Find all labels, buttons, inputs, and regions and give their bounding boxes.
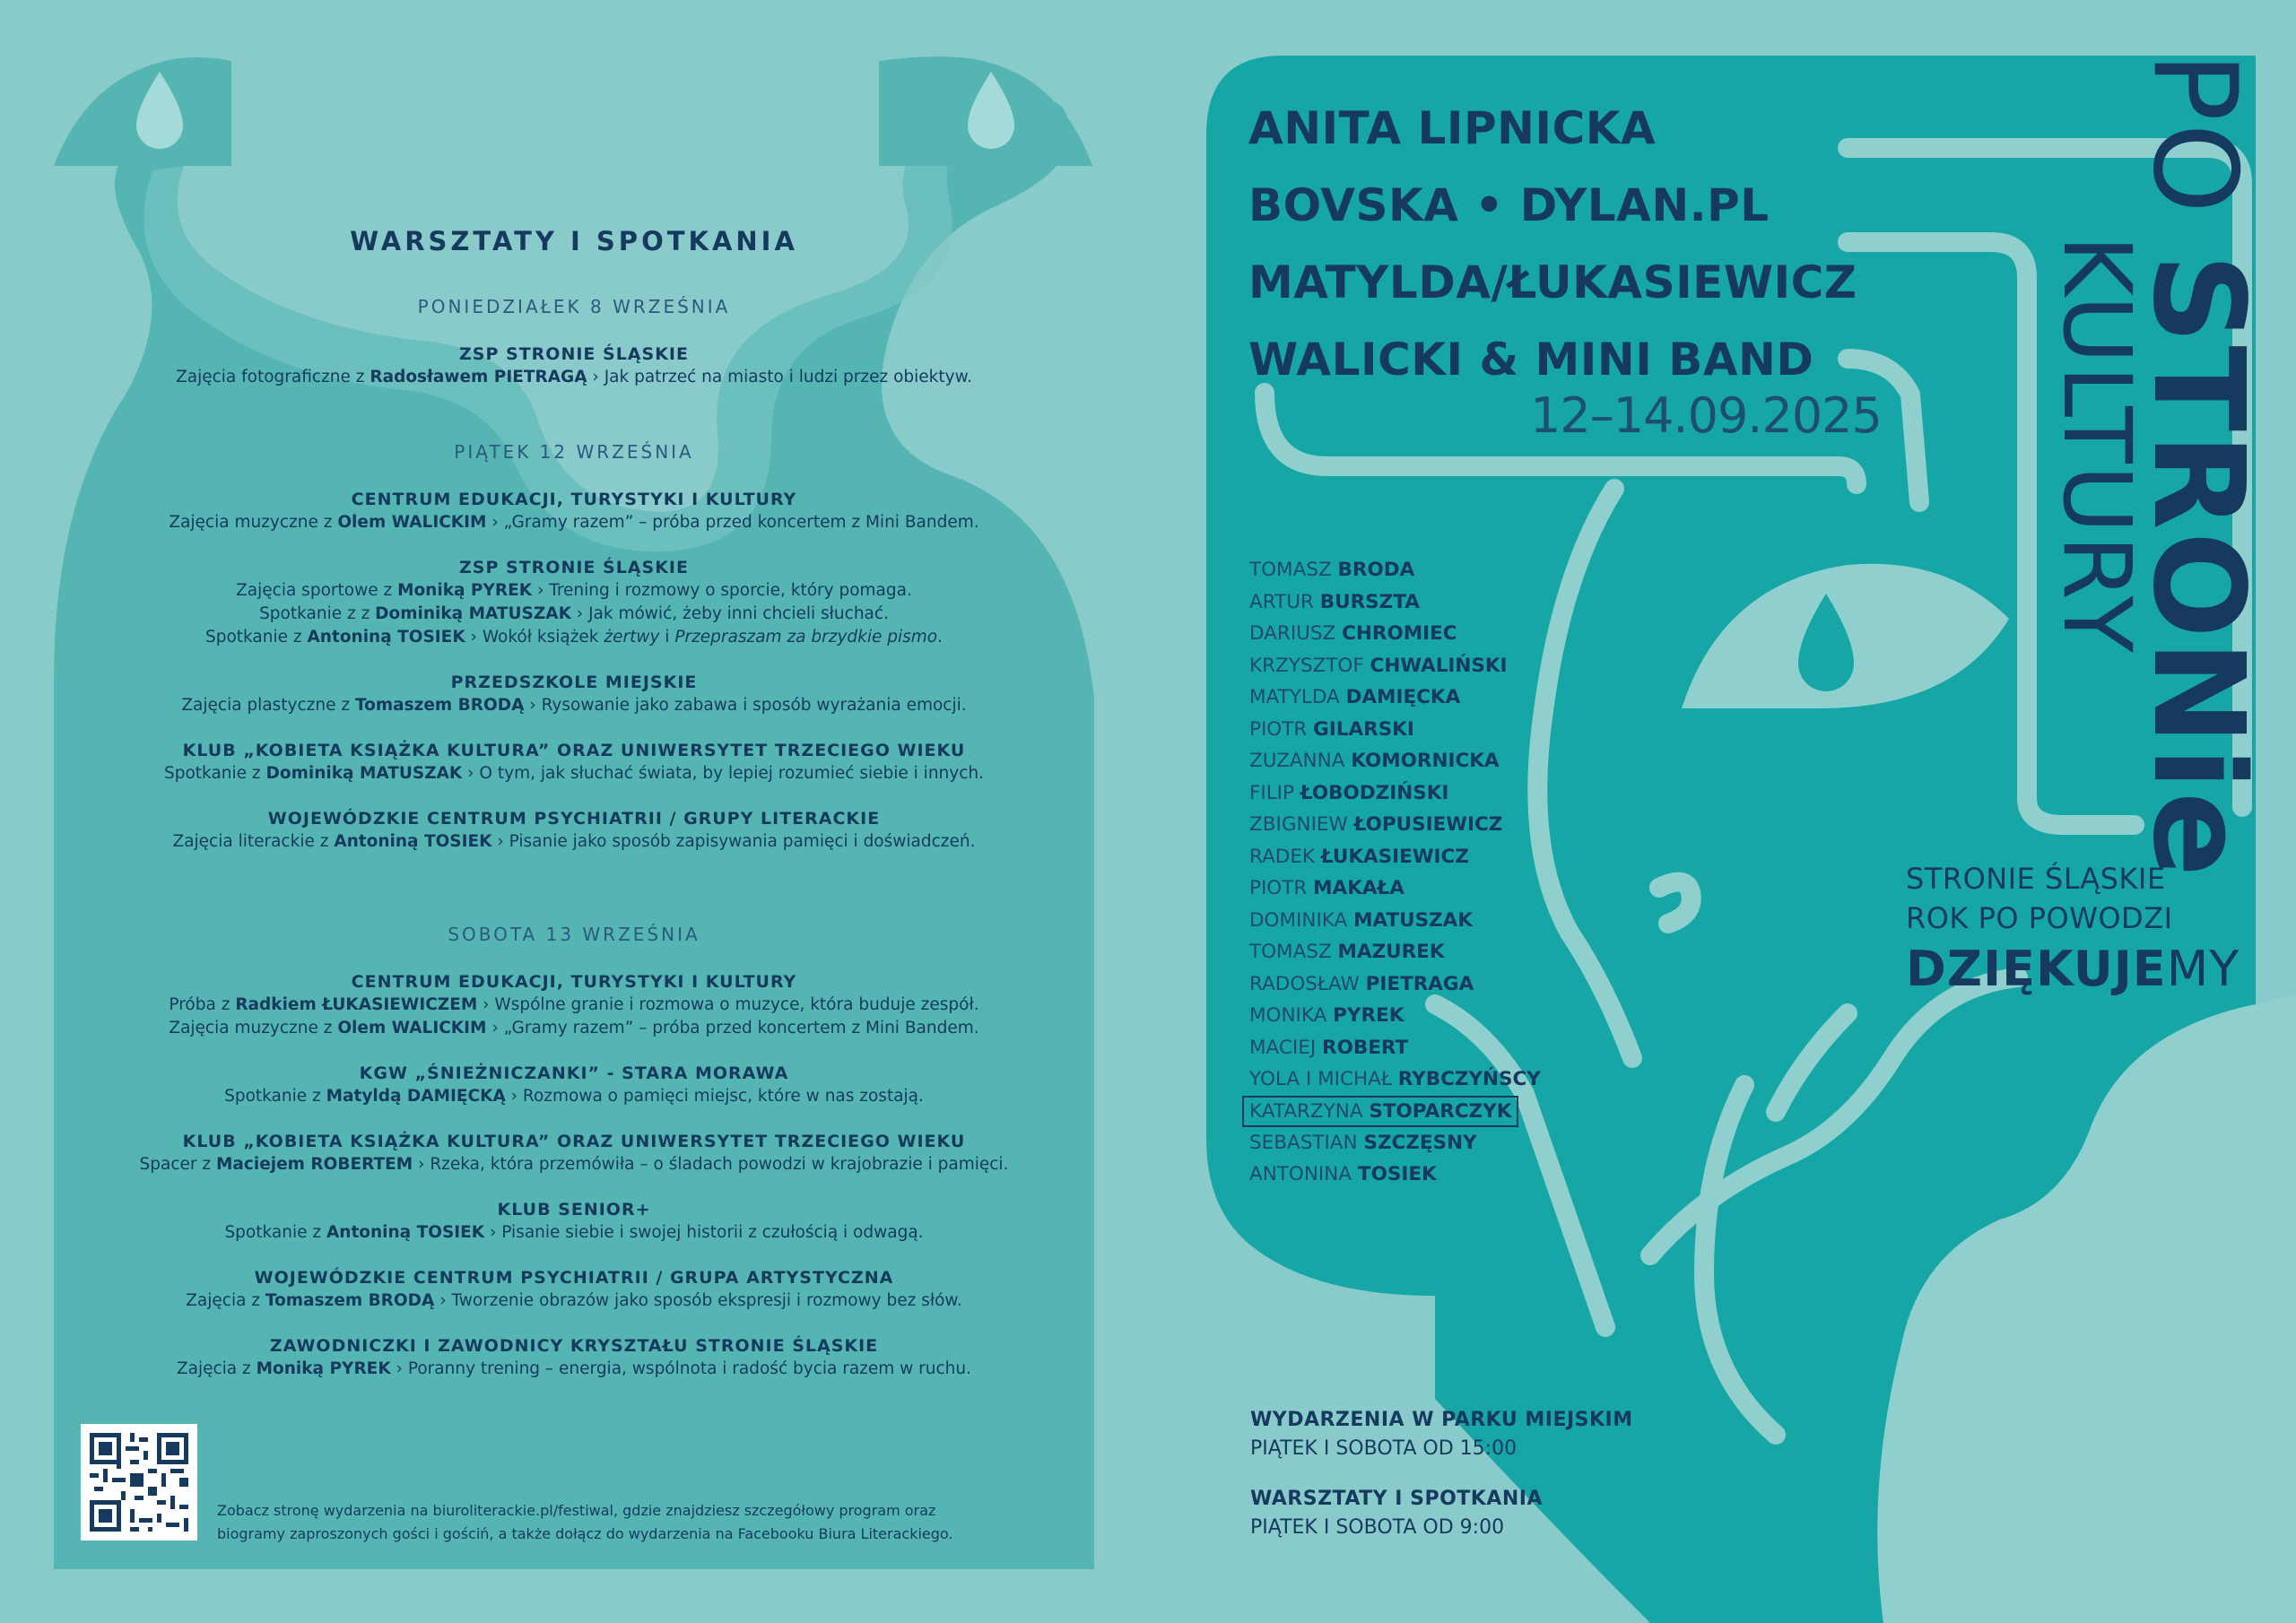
- entry-italic2: Przepraszam za brzydkie pismo: [674, 628, 938, 647]
- guest-first-name: RADOSŁAW: [1249, 972, 1360, 995]
- entry-post: › Tworzenie obrazów jako sposób ekspresji i rozmowy bez słów.: [434, 1291, 962, 1310]
- guest-first-name: KRZYSZTOF: [1249, 654, 1364, 677]
- entry-who: Olem WALICKIM: [337, 1019, 487, 1037]
- entry-pre: Spotkanie z: [224, 1223, 326, 1242]
- venue-name: ZSP STRONIE ŚLĄSKIE: [459, 344, 689, 364]
- entry-post: › „Gramy razem” – próba przed koncertem z Mini Bandem.: [486, 513, 979, 532]
- program-schedule: [54, 296, 1094, 1402]
- guest-last-name: MAKAŁA: [1313, 877, 1405, 899]
- program-entry: [54, 1085, 1094, 1108]
- entry-post: › Wokół książek: [465, 628, 604, 647]
- guest-first-name: YOLA I MICHAŁ: [1249, 1068, 1392, 1090]
- thanks-light: MY: [2166, 941, 2240, 997]
- guest-last-name: RYBCZYŃSCY: [1397, 1068, 1541, 1090]
- program-block: [54, 1198, 1094, 1245]
- guest-name: [1249, 905, 1541, 937]
- guest-last-name: BURSZTA: [1319, 590, 1420, 613]
- guest-name: [1249, 714, 1541, 746]
- venue-name: WOJEWÓDZKIE CENTRUM PSYCHIATRII / GRUPY LITERACKIE: [267, 809, 881, 829]
- entry-pre: Spotkanie z z: [259, 604, 376, 623]
- entry-who: Maciejem ROBERTEM: [216, 1155, 413, 1174]
- guest-last-name: MAZUREK: [1337, 941, 1445, 963]
- entry-post: › Pisanie jako sposób zapisywania pamięci i doświadczeń.: [491, 832, 976, 851]
- entry-post: › O tym, jak słuchać świata, by lepiej rozumieć siebie i innych.: [462, 764, 984, 783]
- event-heading: WYDARZENIA W PARKU MIEJSKIM: [1250, 1409, 1633, 1431]
- guest-first-name: DARIUSZ: [1249, 622, 1336, 645]
- guest-name: [1249, 936, 1541, 968]
- venue-name: CENTRUM EDUKACJI, TURYSTYKI I KULTURY: [351, 972, 797, 992]
- guest-first-name: MONIKA: [1249, 1004, 1327, 1027]
- footer-line-2: biogramy zaproszonych gości i gościń, a także dołącz do wydarzenia na Facebooku Biura Literackiego.: [217, 1525, 953, 1542]
- guest-name: [1249, 1032, 1541, 1064]
- guest-first-name: FILIP: [1249, 781, 1294, 804]
- qr-code-icon: [81, 1424, 197, 1541]
- thanks-line-2: ROK PO POWODZI: [1906, 901, 2173, 935]
- venue-name: ZAWODNICZKI I ZAWODNICY KRYSZTAŁU STRONIE ŚLĄSKIE: [269, 1336, 879, 1356]
- entry-pre: Zajęcia literackie z: [172, 832, 335, 851]
- entry-who: Tomaszem BRODĄ: [354, 696, 525, 715]
- entry-pre: Zajęcia muzyczne z: [169, 513, 338, 532]
- program-block: [54, 739, 1094, 785]
- entry-pre: Zajęcia muzyczne z: [169, 1019, 338, 1037]
- guest-first-name: TOMASZ: [1249, 559, 1332, 581]
- entry-who: Radkiem ŁUKASIEWICZEM: [235, 995, 478, 1014]
- guest-name: [1249, 618, 1541, 650]
- guest-first-name: ARTUR: [1249, 590, 1314, 613]
- entry-pre: Zajęcia z: [186, 1291, 265, 1310]
- guest-last-name: KOMORNICKA: [1351, 750, 1500, 772]
- program-block: [54, 671, 1094, 717]
- guest-last-name: ŁOBODZIŃSKI: [1300, 781, 1449, 804]
- thanks-bold: DZIĘKUJE: [1906, 941, 2167, 997]
- entry-pre: Spotkanie z: [164, 764, 266, 783]
- program-block: [54, 343, 1094, 389]
- venue-name: ZSP STRONIE ŚLĄSKIE: [459, 558, 689, 577]
- guest-first-name: ZBIGNIEW: [1249, 813, 1348, 836]
- entry-who: Dominiką MATUSZAK: [265, 764, 463, 783]
- venue-name: CENTRUM EDUKACJI, TURYSTYKI I KULTURY: [351, 490, 797, 509]
- headliner: ANITA LIPNICKA: [1248, 102, 1657, 154]
- guest-last-name: STOPARCZYK: [1369, 1099, 1512, 1123]
- guest-name: [1249, 554, 1541, 586]
- guest-name: [1249, 586, 1541, 619]
- entry-who: Moniką PYREK: [397, 581, 533, 600]
- program-block: [54, 556, 1094, 649]
- guest-last-name: PYREK: [1333, 1004, 1405, 1027]
- program-entry: [54, 1358, 1094, 1381]
- footer-line-1: Zobacz stronę wydarzenia na biuroliterackie.pl/festiwal, gdzie znajdziesz szczegółowy program oraz: [217, 1502, 936, 1519]
- guest-last-name: GILARSKI: [1313, 717, 1414, 741]
- guest-last-name: BRODA: [1337, 559, 1415, 581]
- guest-name: [1242, 1096, 1518, 1127]
- entry-who: Matyldą DAMIĘCKĄ: [326, 1087, 506, 1106]
- program-panel: [54, 54, 1094, 1569]
- guest-first-name: TOMASZ: [1249, 941, 1332, 963]
- program-entry: [54, 366, 1094, 389]
- guest-last-name: PIETRAGA: [1365, 972, 1474, 995]
- entry-pre: Zajęcia z: [176, 1359, 257, 1378]
- entry-who: Dominiką MATUSZAK: [375, 604, 571, 623]
- guest-name: [1249, 809, 1541, 841]
- entry-post: › Poranny trening – energia, wspólnota i radość bycia razem w ruchu.: [390, 1359, 972, 1378]
- guest-first-name: DOMINIKA: [1249, 908, 1348, 932]
- guest-name: [1249, 968, 1541, 1001]
- venue-name: KGW „ŚNIEŻNICZANKI” - STARA MORAWA: [359, 1063, 789, 1083]
- entry-who: Antoniną TOSIEK: [307, 628, 465, 647]
- entry-post: › Rozmowa o pamięci miejsc, które w nas zostają.: [505, 1087, 924, 1106]
- entry-who: Tomaszem BRODĄ: [265, 1291, 435, 1310]
- entry-pre: Zajęcia sportowe z: [236, 581, 398, 600]
- qr-code[interactable]: [81, 1424, 197, 1541]
- entry-post: › Rzeka, która przemówiła – o śladach powodzi w krajobrazie i pamięci.: [413, 1155, 1009, 1174]
- day-heading: SOBOTA 13 WRZEŚNIA: [448, 924, 700, 945]
- program-entry: [54, 1289, 1094, 1313]
- program-block: [54, 970, 1094, 1040]
- guest-last-name: MATUSZAK: [1353, 908, 1473, 932]
- program-entry: [54, 603, 1094, 626]
- guest-first-name: MATYLDA: [1249, 686, 1340, 708]
- guest-first-name: KATARZYNA: [1249, 1099, 1363, 1123]
- program-block: [54, 1334, 1094, 1381]
- vertical-title-po: [2125, 52, 2271, 879]
- guest-last-name: ROBERT: [1322, 1036, 1409, 1059]
- program-entry: [54, 1221, 1094, 1245]
- entry-post: › Rysowanie jako zabawa i sposób wyrażania emocji.: [524, 696, 967, 715]
- headliner: MATYLDA/ŁUKASIEWICZ: [1248, 256, 1857, 308]
- program-entry: [54, 694, 1094, 717]
- entry-pre: Próba z: [169, 995, 236, 1014]
- program-entry: [54, 579, 1094, 603]
- guest-name: [1249, 841, 1541, 873]
- program-block: [54, 1062, 1094, 1108]
- festival-dates: 12–14.09.2025: [1530, 387, 1882, 444]
- entry-pre: Zajęcia plastyczne z: [181, 696, 355, 715]
- guest-first-name: ZUZANNA: [1249, 750, 1345, 772]
- program-title: WARSZTATY I SPOTKANIA: [350, 226, 798, 256]
- guest-name: [1249, 1000, 1541, 1032]
- program-entry: [54, 994, 1094, 1017]
- entry-who: Antoniną TOSIEK: [334, 832, 492, 851]
- guest-name: [1249, 650, 1541, 682]
- thanks-big: [1906, 938, 2239, 1001]
- guest-first-name: ANTONINA: [1249, 1163, 1352, 1185]
- program-entry: [54, 626, 1094, 649]
- guest-name: [1249, 745, 1541, 777]
- program-entry: [54, 511, 1094, 534]
- guest-last-name: TOSIEK: [1357, 1163, 1437, 1185]
- guest-first-name: SEBASTIAN: [1249, 1131, 1358, 1154]
- guest-name: [1249, 1159, 1541, 1191]
- entry-post: › Jak patrzeć na miasto i ludzi przez obiektyw.: [587, 368, 972, 386]
- entry-pre: Spotkanie z: [224, 1087, 326, 1106]
- venue-name: PRZEDSZKOLE MIEJSKIE: [450, 673, 698, 692]
- program-block: [54, 1130, 1094, 1176]
- guest-last-name: CHWALIŃSKI: [1370, 654, 1508, 677]
- headliner: BOVSKA • DYLAN.PL: [1248, 179, 1770, 231]
- program-entry: [54, 830, 1094, 854]
- day-heading: PIĄTEK 12 WRZEŚNIA: [454, 441, 694, 463]
- entry-pre: Spotkanie z: [204, 628, 308, 647]
- guest-last-name: DAMIĘCKA: [1345, 686, 1461, 708]
- thanks-block: [1906, 859, 2239, 1001]
- program-entry: [54, 762, 1094, 785]
- entry-end: .: [937, 628, 944, 647]
- program-block: [54, 1266, 1094, 1313]
- entry-who: Antoniną TOSIEK: [326, 1223, 485, 1242]
- entry-post: › Jak mówić, żeby inni chcieli słuchać.: [570, 604, 889, 623]
- headliner: WALICKI & MINI BAND: [1248, 334, 1814, 386]
- title-po: PO: [2127, 52, 2261, 254]
- entry-post: › Trening i rozmowy o sporcie, który pomaga.: [532, 581, 912, 600]
- guest-first-name: RADEK: [1249, 845, 1316, 868]
- title-stronie: STRONie: [2125, 253, 2271, 879]
- guest-list: [1249, 554, 1541, 1191]
- venue-name: WOJEWÓDZKIE CENTRUM PSYCHIATRII / GRUPA ARTYSTYCZNA: [254, 1268, 894, 1288]
- event-time: PIĄTEK I SOBOTA OD 15:00: [1250, 1437, 1518, 1460]
- guest-name: [1249, 1063, 1541, 1096]
- entry-who: Moniką PYREK: [256, 1359, 391, 1378]
- venue-name: KLUB SENIOR+: [497, 1200, 651, 1219]
- day-heading: PONIEDZIAŁEK 8 WRZEŚNIA: [417, 296, 731, 317]
- guest-first-name: PIOTR: [1249, 877, 1308, 899]
- guest-first-name: PIOTR: [1249, 717, 1308, 741]
- vertical-title-kultury: KULTURY: [2042, 235, 2152, 655]
- guest-last-name: SZCZĘSNY: [1363, 1131, 1477, 1154]
- footer-note: [217, 1499, 1096, 1546]
- entry-italic1: żertwy: [604, 628, 660, 647]
- entry-mid: i: [659, 628, 675, 647]
- entry-post: › Wspólne granie i rozmowa o muzyce, która buduje zespół.: [477, 995, 979, 1014]
- venue-name: KLUB „KOBIETA KSIĄŻKA KULTURA” ORAZ UNIWERSYTET TRZECIEGO WIEKU: [182, 1132, 966, 1151]
- entry-post: › Pisanie siebie i swojej historii z czułością i odwagą.: [484, 1223, 924, 1242]
- program-block: [54, 807, 1094, 854]
- guest-name: [1249, 777, 1541, 810]
- guest-name: [1249, 872, 1541, 905]
- headliners: [1248, 90, 1857, 398]
- guest-name: [1249, 681, 1541, 714]
- event-heading: WARSZTATY I SPOTKANIA: [1250, 1488, 1543, 1510]
- venue-name: KLUB „KOBIETA KSIĄŻKA KULTURA” ORAZ UNIWERSYTET TRZECIEGO WIEKU: [182, 741, 966, 760]
- guest-name: [1249, 1127, 1541, 1159]
- guest-last-name: ŁOPUSIEWICZ: [1353, 813, 1503, 836]
- guest-last-name: ŁUKASIEWICZ: [1320, 845, 1469, 868]
- event-time: PIĄTEK I SOBOTA OD 9:00: [1250, 1516, 1505, 1539]
- program-entry: [54, 1017, 1094, 1040]
- entry-pre: Zajęcia fotograficzne z: [176, 368, 370, 386]
- entry-post: › „Gramy razem” – próba przed koncertem z Mini Bandem.: [486, 1019, 979, 1037]
- events-info: [1250, 1406, 1633, 1564]
- entry-who: Radosławem PIETRAGĄ: [370, 368, 587, 386]
- guest-first-name: MACIEJ: [1249, 1036, 1317, 1059]
- program-entry: [54, 1153, 1094, 1176]
- guest-last-name: CHROMIEC: [1342, 622, 1457, 645]
- program-block: [54, 488, 1094, 534]
- entry-pre: Spacer z: [139, 1155, 217, 1174]
- thanks-line-1: STRONIE ŚLĄSKIE: [1906, 862, 2166, 896]
- entry-who: Olem WALICKIM: [337, 513, 487, 532]
